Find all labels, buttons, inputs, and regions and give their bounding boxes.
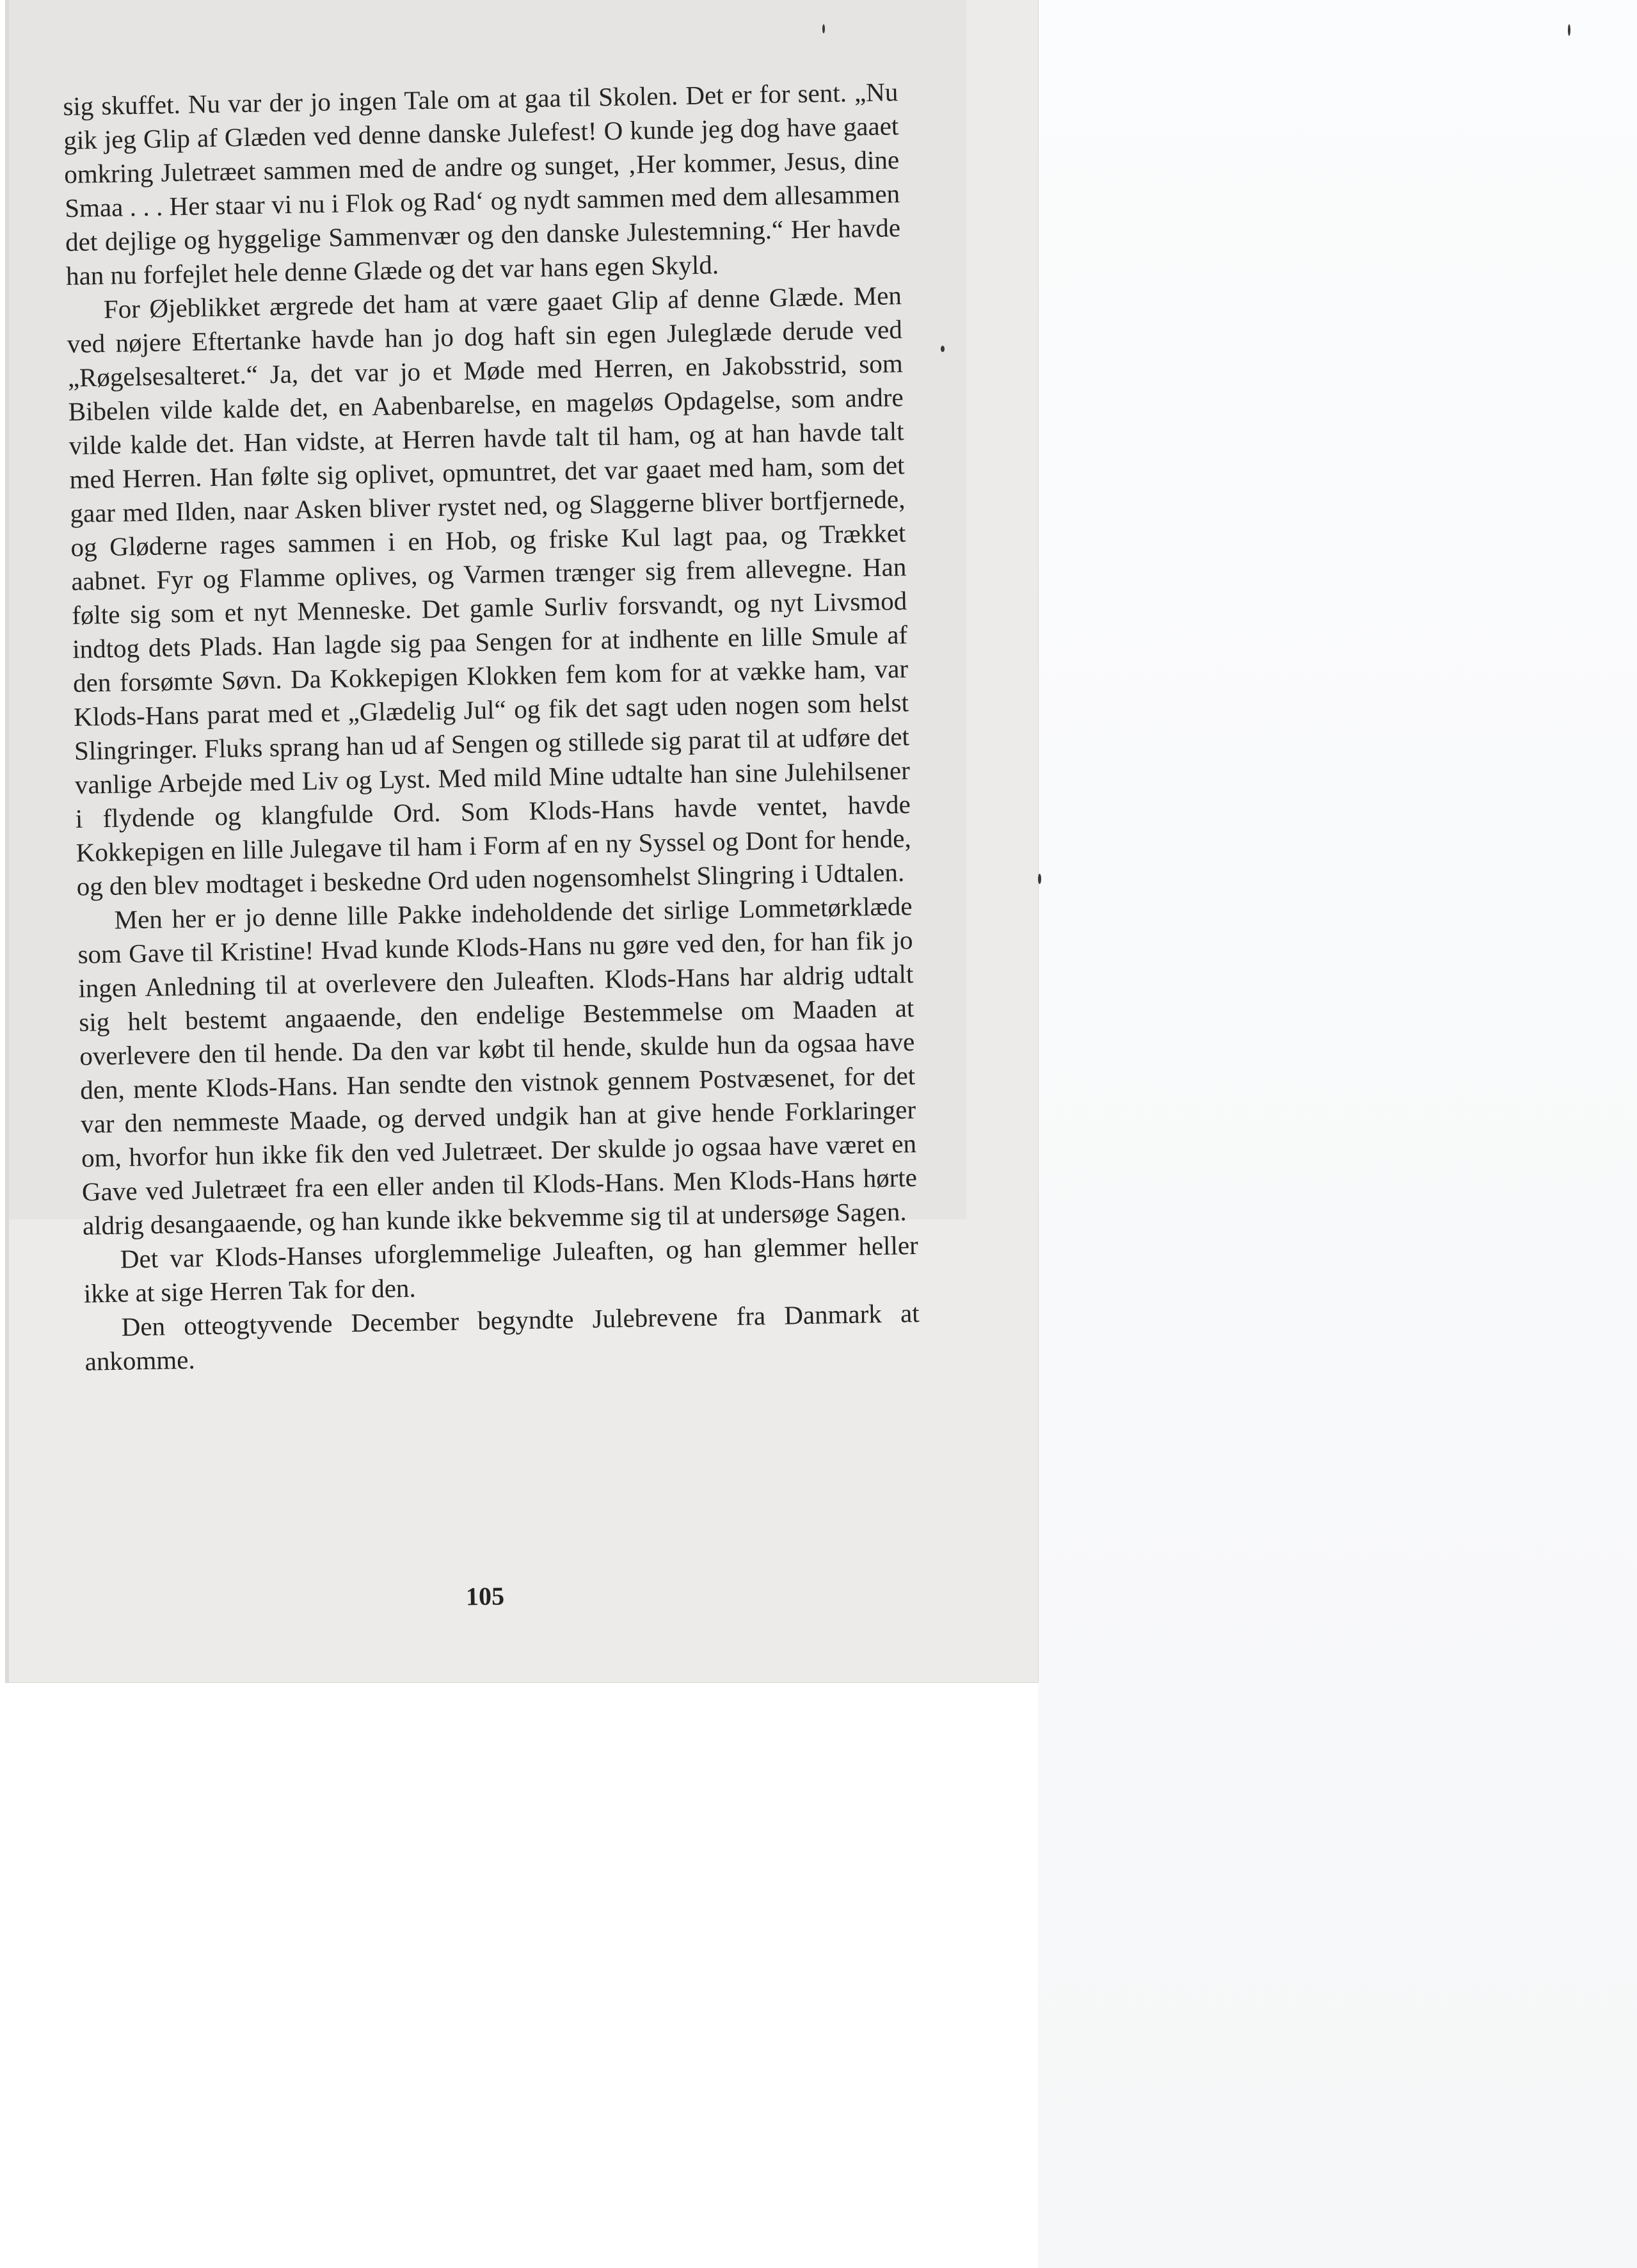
paragraph-2: For Øjeblikket ærgrede det ham at være gaaet Glip af denne Glæde. Men ved nøjere Eftertanke havde han jo dog haft sin egen Julеglæde derude ved „Røgelsesalteret.“ Ja, det var jo et Møde med Herren, en Jakobsstrid, som Bibelen vilde kalde det, en Aabenbarelse, en mageløs Opdagelse, som andre vilde kalde det. Han vidste, at Herren havde talt til ham, og at han havde talt med Herren. Han følte sig oplivet, opmuntret, det var gaaet med ham, som det gaar med Ilden, naar Asken bliver rystet ned, og Slaggerne bliver bortfjernede, og Gløderne rages sammen i en Hob, og friske Kul lagt paa, og Trækket aabnet. Fyr og Flamme oplives, og Varmen trænger sig frem allevegne. Han følte sig som et nyt Menneske. Det gamle Surliv forsvandt, og nyt Livsmod indtog dets Plads. Han lagde sig paa Sengen for at indhente en lille Smule af den forsømte Søvn. Da Kokkepigen Klokken fem kom for at vække ham, var Klods-Hans parat med et „Glædelig Jul“ og fik det sagt uden nogen som helst Slingringer. Fluks sprang han ud af Sengen og stillede sig parat til at udføre det vanlige Arbejde med Liv og Lyst. Med mild Mine udtalte han sine Julehilsener i flydende og klangfulde Ord. Som Klods-Hans havde ventet, havde Kokkepigen en lille Julegave til ham i Form af en ny Syssel og Dont for hende, og den blev modtaget i beskedne Ord uden nogensomhelst Slingring i Udtalen. (67, 280, 912, 901)
dust-speck (822, 24, 825, 33)
dust-speck (941, 346, 945, 352)
page-torn-edge (5, 0, 9, 1682)
scanner-background (1038, 0, 1637, 2268)
paragraph-4: Det var Klods-Hanses uforglemmelige Juleaften, og han glemmer heller ikke at sige Herren Tak for den. (83, 1230, 919, 1308)
page-number: 105 (465, 1581, 505, 1611)
book-page (5, 0, 1038, 1682)
dust-speck (1038, 874, 1041, 884)
body-text (63, 75, 920, 1378)
paragraph-5: Den otteogtyvende December begyndte Julebrevene fra Danmark at ankomme. (84, 1298, 920, 1376)
dust-speck (1568, 24, 1570, 36)
paragraph-3: Men her er jo denne lille Pakke indeholdende det sirlige Lommetørklæde som Gave til Kristine! Hvad kunde Klods-Hans nu gøre ved den, for han fik jo ingen Anledning til at overlevere den Juleaften. Klods-Hans har aldrig udtalt sig helt bestemt angaaende, den endelige Bestemmelse om Maaden at overlevere den til hende. Da den var købt til hende, skulde hun da ogsaa have den, mente Klods-Hans. Han sendte den vistnok gennem Postvæsenet, for det var den nemmeste Maade, og derved undgik han at give hende Forklaringer om, hvorfor hun ikke fik den ved Juletræet. Der skulde jo ogsaa have været en Gave ved Juletræet fra een eller anden til Klods-Hans. Men Klods-Hans hørte aldrig desangaaende, og han kunde ikke bekvemme sig til at undersøge Sagen. (77, 891, 918, 1241)
paragraph-1: sig skuffet. Nu var der jo ingen Tale om at gaa til Skolen. Det er for sent. „Nu gik jeg Glip af Glæden ved denne danske Julefest! O kunde jeg dog have gaaet omkring Juletræet sammen med de andre og sunget, ‚Her kommer, Jesus, dine Smaa . . . Her staar vi nu i Flok og Rad‘ og nydt sammen med dem allesammen det dejlige og hyggelige Sammenvær og den danske Julestemning.“ Her havde han nu forfejlet hele denne Glæde og det var hans egen Skyld. (63, 77, 901, 291)
